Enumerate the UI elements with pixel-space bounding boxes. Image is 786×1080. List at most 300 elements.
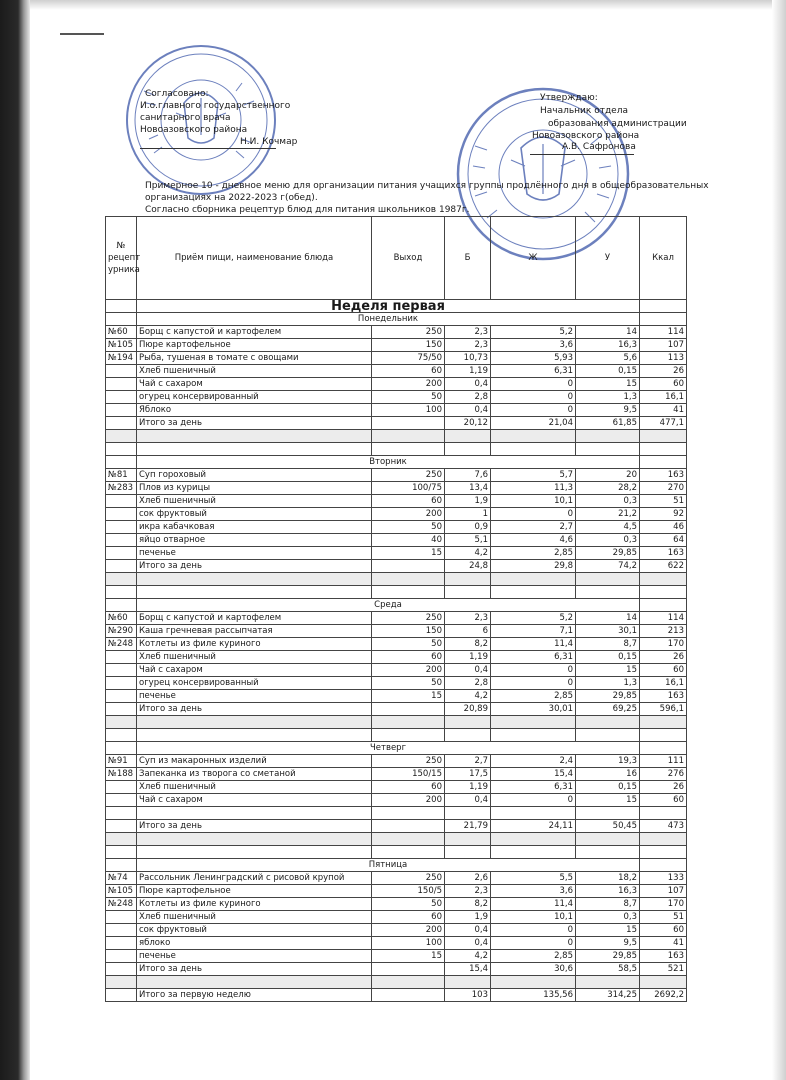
table-cell — [137, 716, 372, 729]
table-row — [106, 781, 687, 794]
table-cell — [576, 846, 640, 859]
table-cell: Чай с сахаром — [137, 794, 372, 807]
table-cell — [137, 443, 372, 456]
table-cell: Итого за первую неделю — [137, 989, 372, 1002]
table-cell — [137, 976, 372, 989]
table-cell: 21,79 — [445, 820, 491, 833]
table-cell: 473 — [640, 820, 687, 833]
table-cell: 114 — [640, 326, 687, 339]
table-cell: Запеканка из творога со сметаной — [137, 768, 372, 781]
table-cell: печенье — [137, 547, 372, 560]
table-cell — [106, 989, 137, 1002]
table-cell: 0 — [491, 391, 576, 404]
table-cell — [106, 833, 137, 846]
table-cell: 622 — [640, 560, 687, 573]
table-cell — [445, 586, 491, 599]
table-cell — [106, 729, 137, 742]
day-total-row — [106, 820, 687, 833]
table-cell: 30,01 — [491, 703, 576, 716]
table-cell: 0,15 — [576, 781, 640, 794]
table-cell — [491, 443, 576, 456]
table-row — [106, 612, 687, 625]
table-row — [106, 391, 687, 404]
table-cell: 0,3 — [576, 534, 640, 547]
table-cell — [445, 716, 491, 729]
table-cell: 0,15 — [576, 651, 640, 664]
table-cell — [491, 716, 576, 729]
table-cell: 50 — [372, 391, 445, 404]
table-cell: яблоко — [137, 937, 372, 950]
table-cell: 0 — [491, 937, 576, 950]
table-cell — [576, 976, 640, 989]
table-cell: 0 — [491, 677, 576, 690]
approval-right-line2: Начальник отдела — [540, 106, 628, 116]
table-cell: 0,4 — [445, 404, 491, 417]
table-cell: 20,89 — [445, 703, 491, 716]
table-cell — [576, 573, 640, 586]
table-cell — [106, 963, 137, 976]
table-cell: 5,2 — [491, 326, 576, 339]
table-cell: 170 — [640, 898, 687, 911]
table-cell: Итого за день — [137, 963, 372, 976]
table-cell: 5,5 — [491, 872, 576, 885]
table-cell: 29,8 — [491, 560, 576, 573]
table-cell — [491, 573, 576, 586]
day-header-row — [106, 859, 687, 872]
table-row — [106, 339, 687, 352]
table-cell — [106, 560, 137, 573]
spacer-row — [106, 443, 687, 456]
table-cell: 0,4 — [445, 378, 491, 391]
table-cell: 11,4 — [491, 898, 576, 911]
table-cell: 50 — [372, 521, 445, 534]
scan-left-edge — [0, 0, 30, 1080]
table-cell: 2,85 — [491, 950, 576, 963]
table-cell: 163 — [640, 690, 687, 703]
table-cell: 15 — [576, 378, 640, 391]
table-row — [106, 690, 687, 703]
table-row — [106, 768, 687, 781]
table-cell — [491, 430, 576, 443]
table-cell — [372, 729, 445, 742]
table-cell — [372, 716, 445, 729]
table-cell — [640, 729, 687, 742]
table-cell: 15 — [576, 924, 640, 937]
table-row — [106, 872, 687, 885]
table-cell — [576, 807, 640, 820]
table-cell — [576, 586, 640, 599]
table-cell — [106, 677, 137, 690]
table-cell — [372, 976, 445, 989]
table-cell: 69,25 — [576, 703, 640, 716]
table-cell — [640, 976, 687, 989]
table-cell — [491, 807, 576, 820]
table-row — [106, 924, 687, 937]
table-cell: 200 — [372, 924, 445, 937]
table-cell — [491, 833, 576, 846]
table-cell: №74 — [106, 872, 137, 885]
table-row — [106, 365, 687, 378]
approval-right-line4: Новоазовского района — [532, 131, 640, 141]
table-cell: 2,8 — [445, 391, 491, 404]
table-cell: 6,31 — [491, 365, 576, 378]
table-cell: 5,6 — [576, 352, 640, 365]
spacer-row — [106, 833, 687, 846]
spacer-row — [106, 846, 687, 859]
table-cell — [106, 521, 137, 534]
approval-right-line3: образования администрации — [548, 119, 687, 129]
table-cell — [372, 820, 445, 833]
table-cell: 50,45 — [576, 820, 640, 833]
table-cell: 103 — [445, 989, 491, 1002]
table-cell — [106, 508, 137, 521]
table-cell: Итого за день — [137, 560, 372, 573]
table-row — [106, 664, 687, 677]
caption-line1: Примерное 10 - дневное меню для организации питания учащихся группы продлённого дня в общеобразовательных — [145, 181, 709, 191]
table-row — [106, 378, 687, 391]
table-cell — [372, 443, 445, 456]
table-cell: 17,5 — [445, 768, 491, 781]
table-cell: 250 — [372, 755, 445, 768]
table-cell: 50 — [372, 638, 445, 651]
table-cell: 0 — [491, 378, 576, 391]
table-cell — [372, 573, 445, 586]
table-cell — [445, 807, 491, 820]
table-cell: Хлеб пшеничный — [137, 651, 372, 664]
day-total-row — [106, 963, 687, 976]
table-cell: 15,4 — [445, 963, 491, 976]
table-cell: Рассольник Ленинградский с рисовой крупой — [137, 872, 372, 885]
table-cell: 28,2 — [576, 482, 640, 495]
table-cell — [106, 781, 137, 794]
table-cell: 21,04 — [491, 417, 576, 430]
table-cell — [576, 430, 640, 443]
table-row — [106, 885, 687, 898]
table-cell: 2,7 — [445, 755, 491, 768]
table-cell — [106, 534, 137, 547]
table-cell: 2,3 — [445, 326, 491, 339]
table-cell: 15,4 — [491, 768, 576, 781]
table-cell: 170 — [640, 638, 687, 651]
day-total-row — [106, 417, 687, 430]
table-cell — [137, 807, 372, 820]
table-cell: 113 — [640, 352, 687, 365]
spacer-row — [106, 976, 687, 989]
table-cell: 314,25 — [576, 989, 640, 1002]
table-cell: 60 — [372, 365, 445, 378]
col-carb-header: У — [576, 217, 640, 300]
table-cell: 30,1 — [576, 625, 640, 638]
table-cell: 0,3 — [576, 911, 640, 924]
table-cell: Хлеб пшеничный — [137, 365, 372, 378]
table-cell: 13,4 — [445, 482, 491, 495]
table-cell — [106, 846, 137, 859]
table-cell — [491, 846, 576, 859]
table-cell — [640, 716, 687, 729]
table-cell: 14 — [576, 326, 640, 339]
table-cell: 163 — [640, 547, 687, 560]
table-cell: 2692,2 — [640, 989, 687, 1002]
table-cell: 2,85 — [491, 690, 576, 703]
table-cell — [106, 651, 137, 664]
table-row — [106, 482, 687, 495]
table-cell: 10,1 — [491, 911, 576, 924]
table-cell: 5,7 — [491, 469, 576, 482]
caption-line2: организациях на 2022-2023 г(обед). — [145, 193, 318, 203]
table-cell: 60 — [372, 781, 445, 794]
table-cell: Итого за день — [137, 820, 372, 833]
table-cell: 50 — [372, 898, 445, 911]
table-cell — [445, 833, 491, 846]
table-cell: 16,3 — [576, 339, 640, 352]
spacer-row — [106, 573, 687, 586]
day-name: Пятница — [137, 859, 640, 872]
table-cell: №105 — [106, 885, 137, 898]
table-cell — [106, 365, 137, 378]
table-cell: 20 — [576, 469, 640, 482]
table-cell: 11,4 — [491, 638, 576, 651]
col-protein-header: Б — [445, 217, 491, 300]
table-cell: 200 — [372, 508, 445, 521]
table-cell — [106, 547, 137, 560]
table-cell: №60 — [106, 612, 137, 625]
table-cell: №290 — [106, 625, 137, 638]
week-title: Неделя первая — [137, 300, 640, 313]
table-cell: 26 — [640, 651, 687, 664]
table-cell — [106, 807, 137, 820]
table-cell: 4,2 — [445, 690, 491, 703]
day-header-row — [106, 313, 687, 326]
table-row — [106, 521, 687, 534]
table-row — [106, 911, 687, 924]
table-cell: 21,2 — [576, 508, 640, 521]
table-row — [106, 950, 687, 963]
table-cell: 40 — [372, 534, 445, 547]
table-cell: 477,1 — [640, 417, 687, 430]
table-cell: икра кабачковая — [137, 521, 372, 534]
table-cell — [106, 391, 137, 404]
table-cell: 60 — [372, 495, 445, 508]
table-cell — [137, 573, 372, 586]
table-cell: Итого за день — [137, 703, 372, 716]
table-cell: 29,85 — [576, 690, 640, 703]
table-cell: 64 — [640, 534, 687, 547]
table-cell: 20,12 — [445, 417, 491, 430]
col-kcal-header: Ккал — [640, 217, 687, 300]
table-cell: 16,3 — [576, 885, 640, 898]
table-cell: 111 — [640, 755, 687, 768]
table-cell: Котлеты из филе куриного — [137, 898, 372, 911]
table-cell — [640, 586, 687, 599]
table-cell: 4,2 — [445, 950, 491, 963]
table-cell: Борщ с капустой и картофелем — [137, 612, 372, 625]
table-cell: №194 — [106, 352, 137, 365]
table-cell: Чай с сахаром — [137, 378, 372, 391]
table-cell: яйцо отварное — [137, 534, 372, 547]
table-cell: 0,4 — [445, 794, 491, 807]
table-cell — [640, 846, 687, 859]
table-cell: 92 — [640, 508, 687, 521]
table-cell: огурец консервированный — [137, 391, 372, 404]
table-row — [106, 651, 687, 664]
table-cell: 5,2 — [491, 612, 576, 625]
table-cell: Пюре картофельное — [137, 885, 372, 898]
table-cell: 8,7 — [576, 898, 640, 911]
table-cell: №248 — [106, 638, 137, 651]
table-cell: 0 — [491, 794, 576, 807]
table-cell: Хлеб пшеничный — [137, 781, 372, 794]
table-cell — [640, 443, 687, 456]
table-cell — [106, 404, 137, 417]
table-cell — [491, 976, 576, 989]
table-row — [106, 547, 687, 560]
table-cell: 18,2 — [576, 872, 640, 885]
table-cell — [106, 664, 137, 677]
table-cell — [445, 729, 491, 742]
table-cell: 50 — [372, 677, 445, 690]
table-cell — [640, 573, 687, 586]
table-cell: 7,1 — [491, 625, 576, 638]
table-row — [106, 508, 687, 521]
table-cell: печенье — [137, 950, 372, 963]
table-cell: 1,19 — [445, 651, 491, 664]
table-cell: 100 — [372, 404, 445, 417]
table-cell: Рыба, тушеная в томате с овощами — [137, 352, 372, 365]
table-header-row — [106, 217, 687, 300]
table-row — [106, 937, 687, 950]
table-cell: Итого за день — [137, 417, 372, 430]
table-cell: 1 — [445, 508, 491, 521]
table-cell: Плов из курицы — [137, 482, 372, 495]
table-cell: №91 — [106, 755, 137, 768]
day-name: Вторник — [137, 456, 640, 469]
table-cell: 29,85 — [576, 950, 640, 963]
table-cell: 75/50 — [372, 352, 445, 365]
approval-left-line1: Согласовано: — [145, 89, 209, 99]
table-cell — [576, 729, 640, 742]
table-cell: 133 — [640, 872, 687, 885]
table-cell: 26 — [640, 781, 687, 794]
table-cell — [106, 586, 137, 599]
day-name: Среда — [137, 599, 640, 612]
table-cell — [106, 443, 137, 456]
table-cell: 16,1 — [640, 391, 687, 404]
day-total-row — [106, 560, 687, 573]
table-cell: 521 — [640, 963, 687, 976]
table-cell: 1,19 — [445, 365, 491, 378]
table-cell: №105 — [106, 339, 137, 352]
table-cell: 270 — [640, 482, 687, 495]
day-total-row — [106, 703, 687, 716]
table-cell: 200 — [372, 794, 445, 807]
table-cell: огурец консервированный — [137, 677, 372, 690]
caption-line3: Согласно сборника рецептур блюд для питания школьников 1987г. — [145, 205, 470, 215]
table-cell: 6 — [445, 625, 491, 638]
table-cell — [137, 846, 372, 859]
approval-left-line2: И.о.главного государственного — [140, 101, 291, 111]
table-cell — [372, 586, 445, 599]
table-row — [106, 534, 687, 547]
table-cell: 8,7 — [576, 638, 640, 651]
table-cell: 1,19 — [445, 781, 491, 794]
table-cell: 2,3 — [445, 339, 491, 352]
table-cell — [372, 833, 445, 846]
table-cell: 0,9 — [445, 521, 491, 534]
table-cell: 2,7 — [491, 521, 576, 534]
table-cell: 10,1 — [491, 495, 576, 508]
table-cell: сок фруктовый — [137, 508, 372, 521]
table-cell: 200 — [372, 664, 445, 677]
table-cell — [106, 495, 137, 508]
table-cell: 8,2 — [445, 638, 491, 651]
table-cell: 276 — [640, 768, 687, 781]
table-cell: 26 — [640, 365, 687, 378]
col-fat-header: Ж — [491, 217, 576, 300]
table-cell — [640, 807, 687, 820]
table-cell: 2,6 — [445, 872, 491, 885]
table-cell: 60 — [372, 911, 445, 924]
table-cell: 2,3 — [445, 612, 491, 625]
table-cell — [576, 833, 640, 846]
table-cell: 1,3 — [576, 391, 640, 404]
table-cell: 2,8 — [445, 677, 491, 690]
table-cell — [137, 833, 372, 846]
table-cell: 29,85 — [576, 547, 640, 560]
table-cell: 41 — [640, 404, 687, 417]
table-row — [106, 794, 687, 807]
table-cell: Чай с сахаром — [137, 664, 372, 677]
table-cell: 61,85 — [576, 417, 640, 430]
table-cell — [445, 430, 491, 443]
table-cell: 5,1 — [445, 534, 491, 547]
table-cell: Суп гороховый — [137, 469, 372, 482]
table-cell — [106, 417, 137, 430]
page-mark — [60, 33, 104, 35]
table-cell: Котлеты из филе куриного — [137, 638, 372, 651]
table-cell — [106, 820, 137, 833]
table-row — [106, 326, 687, 339]
table-cell: 60 — [372, 651, 445, 664]
table-cell: Пюре картофельное — [137, 339, 372, 352]
spacer-row — [106, 430, 687, 443]
table-cell: 150/5 — [372, 885, 445, 898]
table-cell — [372, 417, 445, 430]
table-cell: 9,5 — [576, 404, 640, 417]
table-cell — [106, 911, 137, 924]
table-cell: 16 — [576, 768, 640, 781]
table-cell: Борщ с капустой и картофелем — [137, 326, 372, 339]
table-cell — [372, 846, 445, 859]
table-row — [106, 469, 687, 482]
table-cell: 41 — [640, 937, 687, 950]
table-cell: 6,31 — [491, 781, 576, 794]
table-cell: 0 — [491, 924, 576, 937]
table-row — [106, 807, 687, 820]
table-cell: 107 — [640, 885, 687, 898]
table-cell: 24,8 — [445, 560, 491, 573]
menu-body — [106, 300, 687, 1002]
table-cell: 46 — [640, 521, 687, 534]
scan-top-edge — [30, 0, 786, 10]
table-cell: 3,6 — [491, 339, 576, 352]
table-cell: Каша гречневая рассыпчатая — [137, 625, 372, 638]
table-cell: 213 — [640, 625, 687, 638]
day-header-row — [106, 742, 687, 755]
table-cell: 2,85 — [491, 547, 576, 560]
table-cell: 250 — [372, 872, 445, 885]
table-cell: 100 — [372, 937, 445, 950]
table-cell: 58,5 — [576, 963, 640, 976]
